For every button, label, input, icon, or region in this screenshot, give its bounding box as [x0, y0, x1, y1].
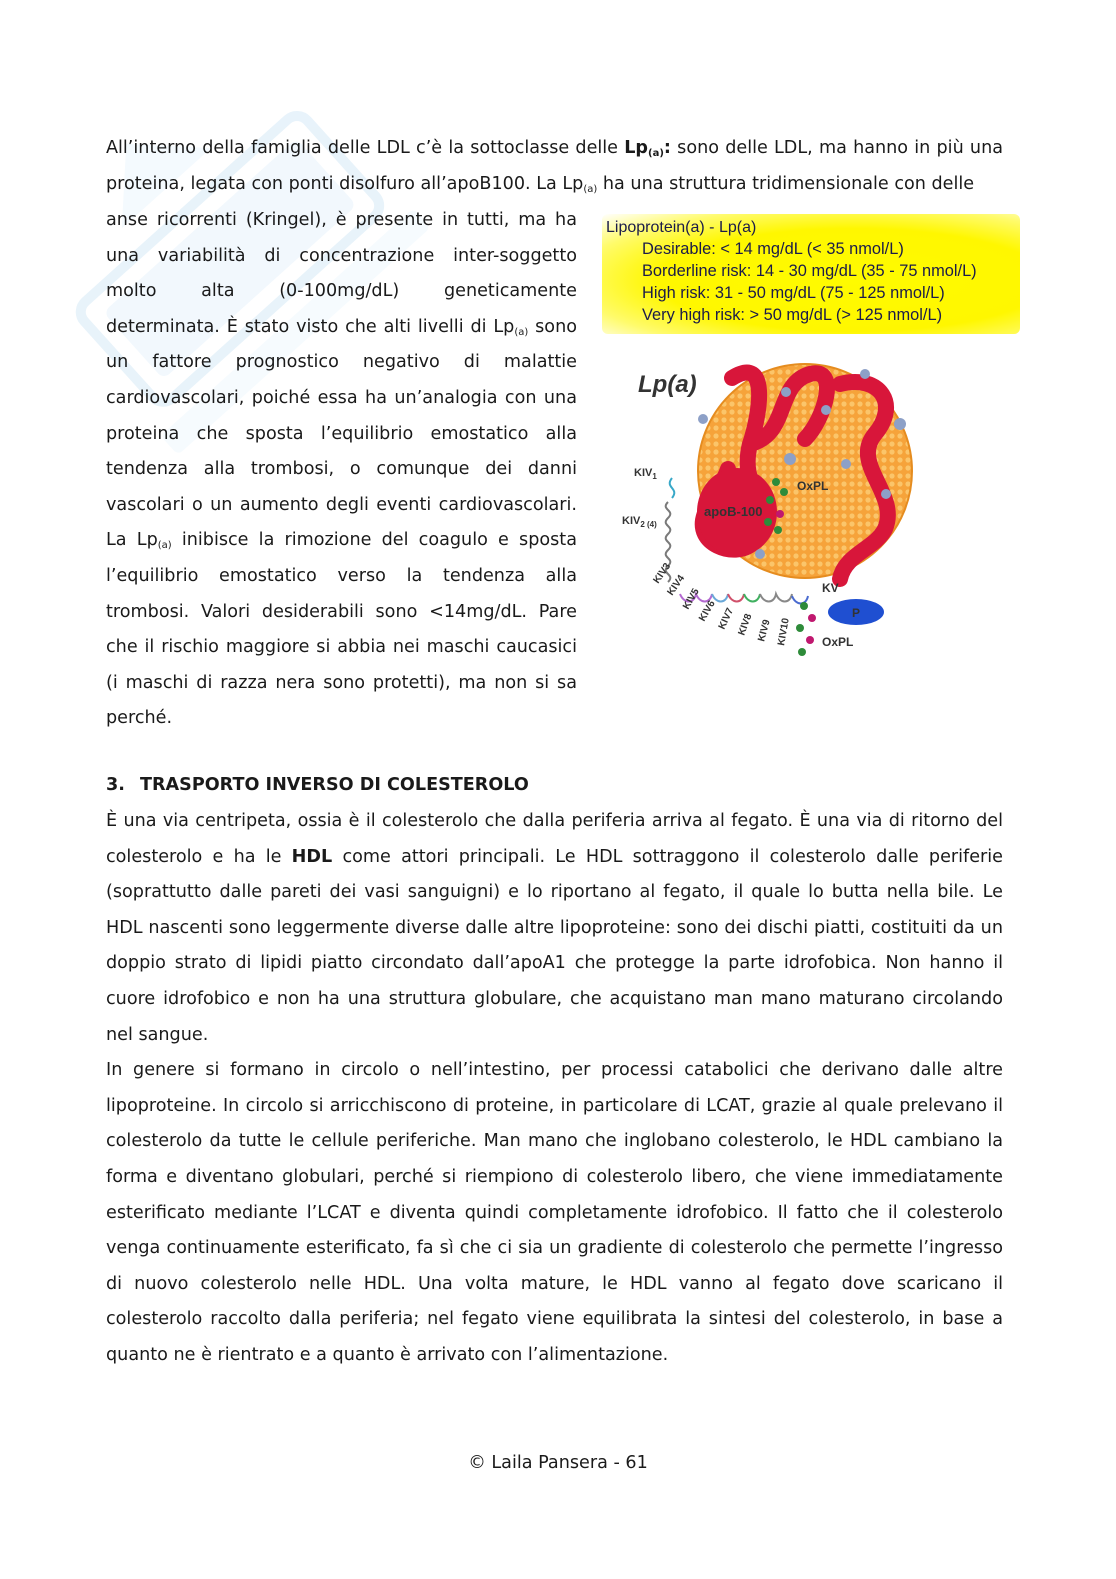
risk-very-high: Very high risk: > 50 mg/dL (> 125 nmol/L) [642, 306, 943, 324]
column-line: una variabilità di concentrazione inter-soggetto [106, 245, 577, 266]
section-number: 3. [106, 775, 125, 795]
section-heading [106, 770, 529, 800]
column-line: perché. [106, 708, 173, 729]
kiv-label: KIV6 [697, 598, 718, 624]
column-line: cardiovascolari, poiché essa ha un’analogia con una [106, 387, 577, 408]
kiv-label: KIV4 [665, 573, 688, 598]
diagram-title: Lp(a) [638, 371, 697, 398]
section-paragraph-1: È una via centripeta, ossia è il colesterolo che dalla periferia arriva al fegato. È una via di ritorno del colesterolo e ha le HDL come attori principali. Le HDL sottraggono il colesterolo dalle periferie (soprattutto dalle pareti dei vasi sanguigni) e lo riportano al fegato, il quale lo butta nella bile. Le HDL nascenti sono leggermente diverse dalle altre lipoproteine: sono dei dischi piatti, costituiti da un doppio strato di lipidi piatto circondato dall’apoA1 che protegge la parte idrofobica. Non hanno il cuore idrofobico e non ha una struttura globulare, che acquistano man mano maturano circolando nel sangue. [106, 811, 1004, 1045]
kiv-label: KIV5 [681, 586, 702, 612]
kiv1-label: $KIV_1$ [634, 467, 657, 481]
oxpl-top-label: OxPL [797, 479, 829, 493]
apob-100-label: apoB-100 [704, 504, 763, 519]
kiv-series-labels [651, 561, 791, 647]
column-line: vascolari o un aumento degli eventi cardiovascolari. [106, 494, 577, 515]
column-line: molto alta (0-100mg/dL) geneticamente [106, 281, 577, 302]
column-line: La $Lp_{(a)}$ inibisce la rimozione del coagulo e sposta [106, 530, 577, 552]
column-line: proteina che sposta l’equilibrio emostatico alla [106, 423, 577, 444]
kiv-label: KIV3 [651, 561, 674, 586]
intro-paragraph [106, 131, 1003, 202]
column-line: che il rischio maggiore si abbia nei maschi caucasici [106, 637, 577, 658]
intro-text-2: sono delle LDL, ma hanno in più una proteina, legata con ponti disolfuro all’apoB100. La Lp [106, 138, 1004, 194]
oxpl-bottom-label: OxPL [822, 635, 854, 649]
risk-title: Lipoprotein(a) - Lp(a) [606, 219, 757, 236]
column-line: un fattore prognostico negativo di malattie [106, 352, 577, 373]
subscript: (a) [583, 183, 598, 195]
risk-high: High risk: 31 - 50 mg/dL (75 - 125 nmol/L) [642, 284, 945, 302]
lpa-description-column [106, 203, 577, 737]
kv-label: KV [822, 581, 839, 595]
oxpl-molecule-bottom [796, 602, 816, 656]
kiv-label: KIV10 [776, 617, 792, 647]
section-body [106, 804, 1003, 1374]
lpa-bold-term: $Lp_{(a)}$: [624, 138, 671, 159]
risk-desirable: Desirable: < 14 mg/dL (< 35 nmol/L) [642, 240, 904, 258]
page-footer: © Laila Pansera - 61 [468, 1453, 648, 1473]
intro-text-3: ha una struttura tridimensionale con delle [597, 173, 975, 194]
column-line: tendenza alla trombosi, o comunque dei danni [106, 459, 577, 480]
intro-text-1: All’interno della famiglia delle LDL c’è la sottoclasse delle [106, 138, 625, 158]
p-label: P [852, 606, 861, 620]
column-line: determinata. È stato visto che alti livelli di $Lp_{(a)}$ sono [106, 316, 577, 338]
column-line: trombosi. Valori desiderabili sono <14mg/dL. Pare [106, 601, 577, 622]
risk-borderline: Borderline risk: 14 - 30 mg/dL (35 - 75 nmol/L) [642, 262, 977, 280]
column-line: l’equilibrio emostatico verso la tendenza alla [106, 565, 577, 586]
section-title: TRASPORTO INVERSO DI COLESTEROLO [140, 775, 529, 795]
lpa-figure [600, 214, 1020, 664]
risk-highlight-box [602, 214, 1020, 334]
kiv2-label: $KIV_{2 (4)}$ [622, 515, 657, 529]
lpa-particle-diagram [600, 344, 1020, 664]
kiv-label: KIV9 [756, 618, 773, 643]
section-paragraph-2: In genere si formano in circolo o nell’intestino, per processi catabolici che derivano dalle altre lipoproteine. In circolo si arricchiscono di proteine, in particolare di LCAT, grazie al quale prelevano il colesterolo da tutte le cellule periferiche. Man mano che inglobano colesterolo, le HDL cambiano la forma e diventano globulari, perché si riempiono di colesterolo libero, che viene immediatamente esterificato mediante l’LCAT e diventa quindi completamente idrofobico. Il fatto che il colesterolo venga continuamente esterificato, fa sì che ci sia un gradiente di colesterolo che permette l’ingresso di nuovo colesterolo nelle HDL. Una volta mature, le HDL vanno al fegato dove scaricano il colesterolo raccolto dalla periferia; nel fegato viene equilibrata la sintesi del colesterolo, in base a quanto ne è rientrato e a quanto è arrivato con l’alimentazione. [106, 1060, 1003, 1365]
column-line: (i maschi di razza nera sono protetti), ma non si sa [106, 672, 577, 693]
kiv-label: KIV8 [736, 612, 755, 638]
column-line: anse ricorrenti (Kringel), è presente in tutti, ma ha [106, 210, 577, 230]
kiv-label: KIV7 [716, 606, 737, 632]
